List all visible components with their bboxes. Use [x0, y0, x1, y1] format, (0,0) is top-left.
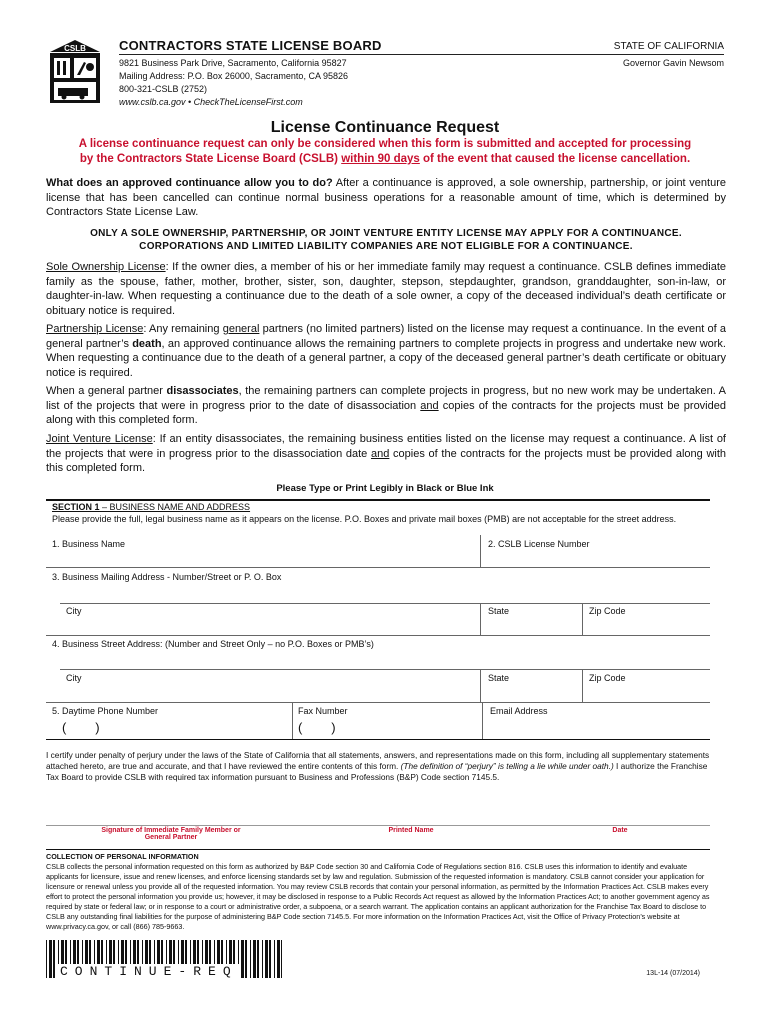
joint-venture-paragraph: Joint Venture License: If an entity disassociates, the remaining business entities listed on the license may request a continuance. A list of the projects that were in progress prior to the disassociation date and copies of the contracts for the projects must be provided along with this completed form.: [46, 433, 726, 475]
divider: [46, 567, 710, 568]
divider: [582, 603, 583, 636]
ink-instruction: Please Type or Print Legibly in Black or Blue Ink: [276, 483, 494, 494]
license-number-field[interactable]: [486, 548, 708, 566]
what-paragraph: What does an approved continuance allow you to do? After a continuance is approved, a sole ownership, partnership, or joint venture license that has been cancelled can continue normal business operations for a reasonable amount of time, which is determined by Contractors State License Law.: [46, 177, 726, 219]
divider: [480, 669, 481, 702]
state-label: STATE OF CALIFORNIA: [613, 41, 724, 52]
mailing-state-label: State: [488, 606, 510, 616]
signature-label: Signature of Immediate Family Member or General Partner: [101, 827, 241, 841]
divider: [480, 535, 481, 568]
street-zip-label: Zip Code: [589, 673, 626, 683]
phone-field[interactable]: ( ): [62, 720, 100, 735]
mailing-city-label: City: [66, 606, 82, 616]
collection-heading: COLLECTION OF PERSONAL INFORMATION: [46, 852, 199, 861]
disassociation-paragraph: When a general partner disassociates, the remaining partners can complete projects in progress, but no new work may be undertaken. A list of the projects that were in progress prior to the date of disassociation and copies of the contracts for the projects must be provided along with this completed form.: [46, 385, 726, 427]
collection-text: CSLB collects the personal information requested on this form as authorized by B&P Code section 30 and California Code of Regulations section 816. CSLB uses this information to identify and evaluate applicants for licensure, issue and renew licenses, and enforce licensing standards set by law and regulation. Submission of the requested information is mandatory. CSLB cannot consider your application for licensure or renewal unless you provide all of the requested information. You may review CSLB records that contain your personal information, as permitted by the Information Practices Act. CSLB makes every effort to protect the personal information you provide us; however, it may be disclosed in response to a Public Records Act request as allowed by the Information Practices Act; to another government agency as required by state or federal law; or in response to a court or administrative order, a subpoena, or a search warrant. The application contains an applicant authorization for the Franchise Tax Board to disclose to CSLB any outstanding final liabilities for the purpose of administering B&P Code section 7145.5. For more information on the Information Practices Act, visit the Office of Privacy Protection’s website at www.privacy.ca.gov, or call (866) 785-9663.: [46, 862, 710, 931]
governor-label: Governor Gavin Newsom: [622, 58, 724, 68]
mailing-address-label: 3. Business Mailing Address - Number/Street or P. O. Box: [52, 572, 282, 582]
divider: [46, 739, 710, 740]
form-number: 13L-14 (07/2014): [646, 970, 700, 977]
header-rule: [119, 54, 724, 55]
barcode-text: CONTINUE-REQ: [60, 964, 238, 979]
street-state-label: State: [488, 673, 510, 683]
agency-name: CONTRACTORS STATE LICENSE BOARD: [119, 38, 382, 53]
date-label: Date: [612, 827, 628, 834]
svg-text:CSLB: CSLB: [64, 44, 86, 53]
partnership-paragraph: Partnership License: Any remaining general partners (no limited partners) listed on the license may request a continuance. In the event of a general partner’s death, an approved continuance allows the remaining partners to complete projects in progress and undertake new work. When requesting a continuance due to the death of a general partner, a copy of the deceased general partner’s death certificate or obituary notice is required.: [46, 323, 727, 379]
divider: [60, 669, 710, 670]
street-address: 9821 Business Park Drive, Sacramento, California 95827: [119, 58, 347, 68]
street-city-label: City: [66, 673, 82, 683]
business-name-label: 1. Business Name: [52, 539, 126, 549]
street-city-field[interactable]: [52, 684, 472, 700]
mailing-zip-field[interactable]: [586, 617, 706, 633]
license-number-label: 2. CSLB License Number: [488, 539, 590, 549]
divider: [480, 603, 481, 636]
mailing-address-field[interactable]: [52, 584, 702, 600]
fax-label: Fax Number: [298, 706, 348, 716]
street-address-field[interactable]: [52, 651, 702, 667]
notice-line-2: by the Contractors State License Board (CSLB) within 90 days of the event that caused the license cancellation.: [79, 153, 691, 165]
mailing-address: Mailing Address: P.O. Box 26000, Sacramento, CA 95826: [119, 71, 348, 81]
form-top-rule: [46, 499, 710, 501]
phone-number: 800-321-CSLB (2752): [119, 84, 208, 94]
fax-field[interactable]: ( ): [298, 720, 336, 735]
street-address-label: 4. Business Street Address: (Number and Street Only – no P.O. Boxes or PMB’s): [52, 639, 374, 649]
divider: [46, 849, 710, 850]
phone-label: 5. Daytime Phone Number: [52, 706, 159, 716]
notice-line-1: A license continuance request can only be considered when this form is submitted and accepted for processing: [78, 138, 692, 150]
divider: [46, 635, 710, 636]
email-label: Email Address: [490, 706, 548, 716]
eligibility-line-1: ONLY A SOLE OWNERSHIP, PARTNERSHIP, OR JOINT VENTURE ENTITY LICENSE MAY APPLY FOR A CONTINUANCE.: [90, 228, 682, 239]
divider: [60, 603, 710, 604]
street-zip-field[interactable]: [586, 684, 706, 700]
section-1-heading: SECTION 1 – BUSINESS NAME AND ADDRESS: [52, 502, 251, 512]
email-field[interactable]: [486, 720, 706, 736]
signature-line[interactable]: [46, 797, 710, 826]
divider: [482, 702, 483, 739]
cslb-logo: [42, 38, 108, 106]
mailing-zip-label: Zip Code: [589, 606, 626, 616]
divider: [582, 669, 583, 702]
mailing-state-field[interactable]: [486, 617, 578, 633]
certification-text: I certify under penalty of perjury under the laws of the State of California that all statements, answers, and representations made on this form, including all supplementary statements attached hereto, are true and accurate, and that I have reviewed the entire contents of this form. (The definition of “perjury” is telling a lie while under oath.) I authorize the Franchise Tax Board to provide CSLB with required tax information pursuant to Business and Professions (B&P) Code section 7145.5.: [46, 750, 710, 782]
business-name-field[interactable]: [52, 548, 478, 566]
sole-ownership-paragraph: Sole Ownership License: If the owner dies, a member of his or her immediate family may request a continuance. CSLB defines immediate family as the spouse, father, mother, brother, sister, son, daughter, stepson, stepdaughter, grandson, granddaughter, son-in-law, or daughter-in-law. When requesting a continuance due to the death of a sole owner, a copy of the deceased individual’s death certificate or obituary notice is required.: [46, 261, 727, 317]
eligibility-line-2: CORPORATIONS AND LIMITED LIABILITY COMPANIES ARE NOT ELIGIBLE FOR A CONTINUANCE.: [139, 241, 633, 252]
website: www.cslb.ca.gov • CheckTheLicenseFirst.com: [119, 97, 303, 107]
street-state-field[interactable]: [486, 684, 578, 700]
printed-name-label: Printed Name: [388, 827, 434, 834]
section-1-description: Please provide the full, legal business name as it appears on the license. P.O. Boxes and private mail boxes (PMB) are not acceptable for the street address.: [52, 514, 677, 524]
divider: [46, 702, 710, 703]
mailing-city-field[interactable]: [52, 617, 472, 633]
page-title: License Continuance Request: [270, 119, 500, 136]
divider: [292, 702, 293, 739]
